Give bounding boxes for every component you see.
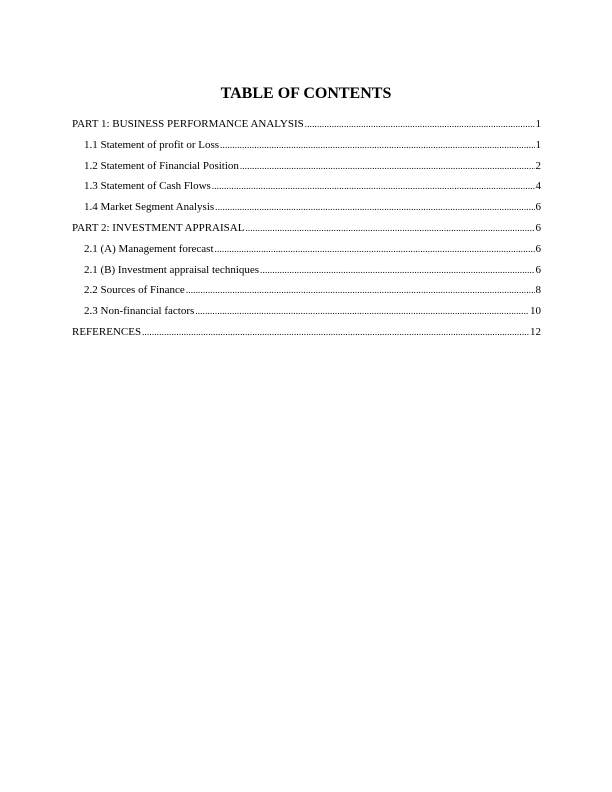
dot-leader	[220, 138, 534, 152]
dot-leader	[186, 283, 535, 297]
toc-entry-page: 10	[530, 305, 541, 318]
toc-entry-page: 2	[535, 159, 541, 172]
toc-entry-2-3[interactable]	[72, 304, 541, 325]
toc-entry-label: PART 1: BUSINESS PERFORMANCE ANALYSIS	[72, 118, 304, 130]
toc-entry-page: 1	[535, 138, 541, 151]
dot-leader	[212, 179, 535, 193]
toc-entry-page: 6	[535, 201, 541, 214]
toc-entry-label: 2.1 (B) Investment appraisal techniques	[84, 263, 260, 276]
toc-entry-label: 2.1 (A) Management forecast	[84, 242, 214, 255]
dot-leader	[195, 304, 529, 318]
toc-entry-page: 4	[535, 180, 541, 193]
dot-leader	[260, 263, 534, 277]
dot-leader	[240, 159, 535, 173]
toc-entry-2-1-a[interactable]	[72, 242, 541, 263]
toc-list	[72, 117, 541, 346]
dot-leader	[142, 325, 529, 339]
toc-entry-label: 1.3 Statement of Cash Flows	[84, 180, 211, 193]
toc-entry-part-2[interactable]	[72, 221, 541, 242]
toc-entry-label: 2.2 Sources of Finance	[84, 284, 185, 297]
toc-entry-label: PART 2: INVESTMENT APPRAISAL	[72, 221, 245, 234]
toc-entry-page: 6	[535, 263, 541, 276]
toc-entry-1-4[interactable]	[72, 200, 541, 221]
toc-entry-label: 1.1 Statement of profit or Loss	[84, 138, 220, 151]
toc-entry-2-2[interactable]	[72, 283, 541, 304]
toc-title: TABLE OF CONTENTS	[220, 85, 392, 102]
dot-leader	[245, 221, 534, 235]
toc-entry-label: 1.2 Statement of Financial Position	[84, 159, 239, 172]
toc-entry-references[interactable]	[72, 325, 541, 346]
toc-entry-page: 6	[535, 221, 541, 234]
toc-entry-page: 1	[535, 118, 541, 130]
toc-entry-1-3[interactable]	[72, 179, 541, 200]
toc-entry-page: 12	[530, 325, 541, 338]
dot-leader	[215, 200, 534, 214]
dot-leader	[305, 117, 535, 131]
toc-entry-label: 2.3 Non-financial factors	[84, 305, 195, 318]
toc-entry-2-1-b[interactable]	[72, 263, 541, 284]
dot-leader	[215, 242, 535, 256]
toc-entry-label: REFERENCES	[72, 325, 142, 338]
toc-entry-1-2[interactable]	[72, 159, 541, 180]
toc-entry-label: 1.4 Market Segment Analysis	[84, 201, 215, 214]
toc-entry-part-1[interactable]	[72, 117, 541, 138]
toc-entry-page: 6	[535, 242, 541, 255]
toc-entry-1-1[interactable]	[72, 138, 541, 159]
toc-entry-page: 8	[535, 284, 541, 297]
